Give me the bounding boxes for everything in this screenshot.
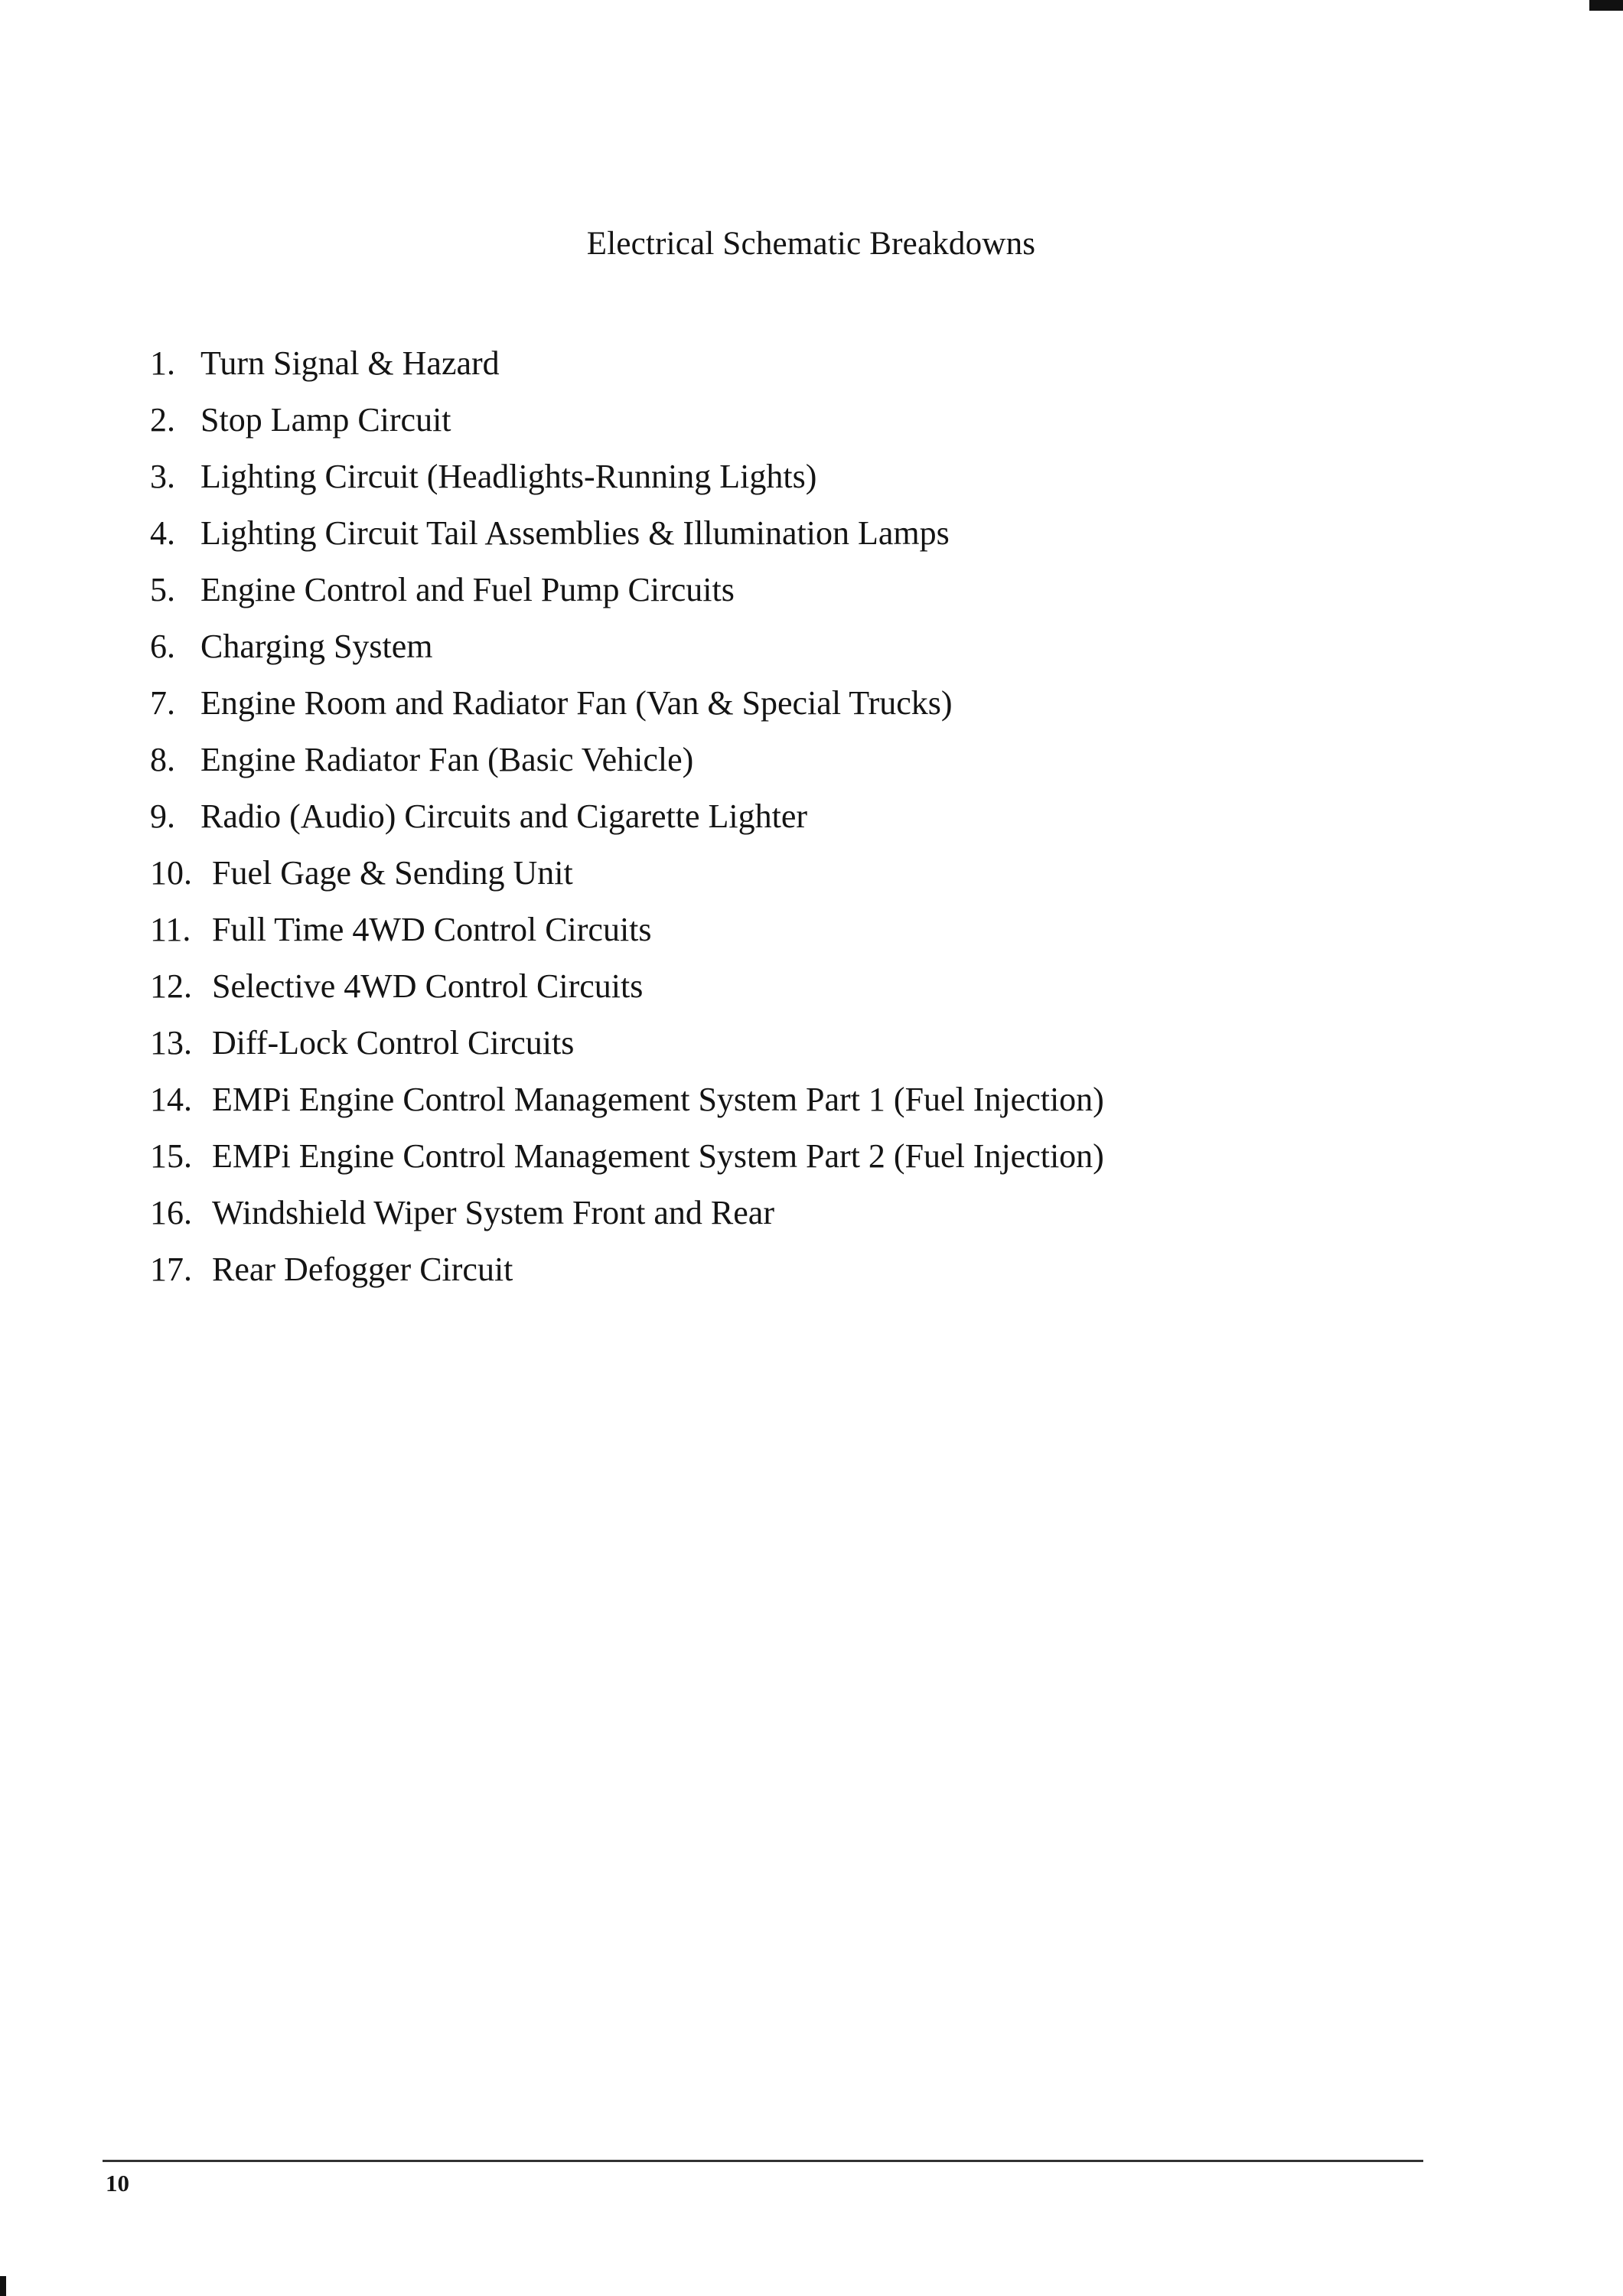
list-item-number: 17. xyxy=(150,1251,192,1288)
list-item xyxy=(150,1185,1497,1241)
list-item xyxy=(150,675,1497,732)
list-item-label: Engine Radiator Fan (Basic Vehicle) xyxy=(200,741,694,778)
scan-mark xyxy=(0,2276,6,2296)
list-item-number: 10. xyxy=(150,854,192,892)
list-item-label: Full Time 4WD Control Circuits xyxy=(212,911,652,948)
list-item-number: 15. xyxy=(150,1137,192,1175)
list-item-label: EMPi Engine Control Management System Part 1 (Fuel Injection) xyxy=(212,1081,1104,1118)
list-item-number: 11. xyxy=(150,911,191,948)
list-item-label: Turn Signal & Hazard xyxy=(200,344,500,382)
list-item-number: 4. xyxy=(150,514,175,552)
list-item-number: 13. xyxy=(150,1024,192,1062)
list-item-number: 14. xyxy=(150,1081,192,1118)
list-item-label: Engine Control and Fuel Pump Circuits xyxy=(200,571,735,608)
list-item xyxy=(150,505,1497,562)
list-item xyxy=(150,618,1497,675)
list-item-label: Stop Lamp Circuit xyxy=(200,401,451,439)
list-item-number: 12. xyxy=(150,967,192,1005)
list-item-number: 3. xyxy=(150,458,175,495)
list-item-number: 7. xyxy=(150,684,175,722)
list-item-label: Windshield Wiper System Front and Rear xyxy=(212,1194,774,1231)
list-item-label: Fuel Gage & Sending Unit xyxy=(212,854,573,892)
list-item-label: Engine Room and Radiator Fan (Van & Special Trucks) xyxy=(200,684,953,722)
schematic-list xyxy=(150,335,1497,1298)
list-item-number: 16. xyxy=(150,1194,192,1231)
list-item xyxy=(150,1241,1497,1298)
list-item-label: EMPi Engine Control Management System Part 2 (Fuel Injection) xyxy=(212,1137,1104,1175)
list-item-label: Lighting Circuit (Headlights-Running Lights) xyxy=(200,458,817,495)
list-item-number: 8. xyxy=(150,741,175,778)
list-item xyxy=(150,958,1497,1015)
list-item-label: Selective 4WD Control Circuits xyxy=(212,967,644,1005)
scan-mark xyxy=(1589,0,1623,11)
list-item xyxy=(150,562,1497,618)
list-item-label: Diff-Lock Control Circuits xyxy=(212,1024,575,1062)
list-item xyxy=(150,448,1497,505)
list-item xyxy=(150,845,1497,902)
list-item-label: Charging System xyxy=(200,628,433,665)
page-number: 10 xyxy=(106,2170,129,2197)
list-item xyxy=(150,335,1497,392)
list-item-number: 1. xyxy=(150,344,175,382)
page-title: Electrical Schematic Breakdowns xyxy=(586,226,1036,262)
list-item-number: 9. xyxy=(150,797,175,835)
list-item xyxy=(150,1128,1497,1185)
list-item-label: Radio (Audio) Circuits and Cigarette Lighter xyxy=(200,797,808,835)
list-item-number: 5. xyxy=(150,571,175,608)
list-item-label: Lighting Circuit Tail Assemblies & Illumination Lamps xyxy=(200,514,950,552)
list-item xyxy=(150,732,1497,788)
list-item xyxy=(150,902,1497,958)
list-item xyxy=(150,1015,1497,1071)
list-item-number: 2. xyxy=(150,401,175,439)
list-item-label: Rear Defogger Circuit xyxy=(212,1251,513,1288)
list-item xyxy=(150,788,1497,845)
list-item xyxy=(150,392,1497,448)
list-item xyxy=(150,1071,1497,1128)
list-item-number: 6. xyxy=(150,628,175,665)
footer-divider xyxy=(103,2160,1423,2162)
